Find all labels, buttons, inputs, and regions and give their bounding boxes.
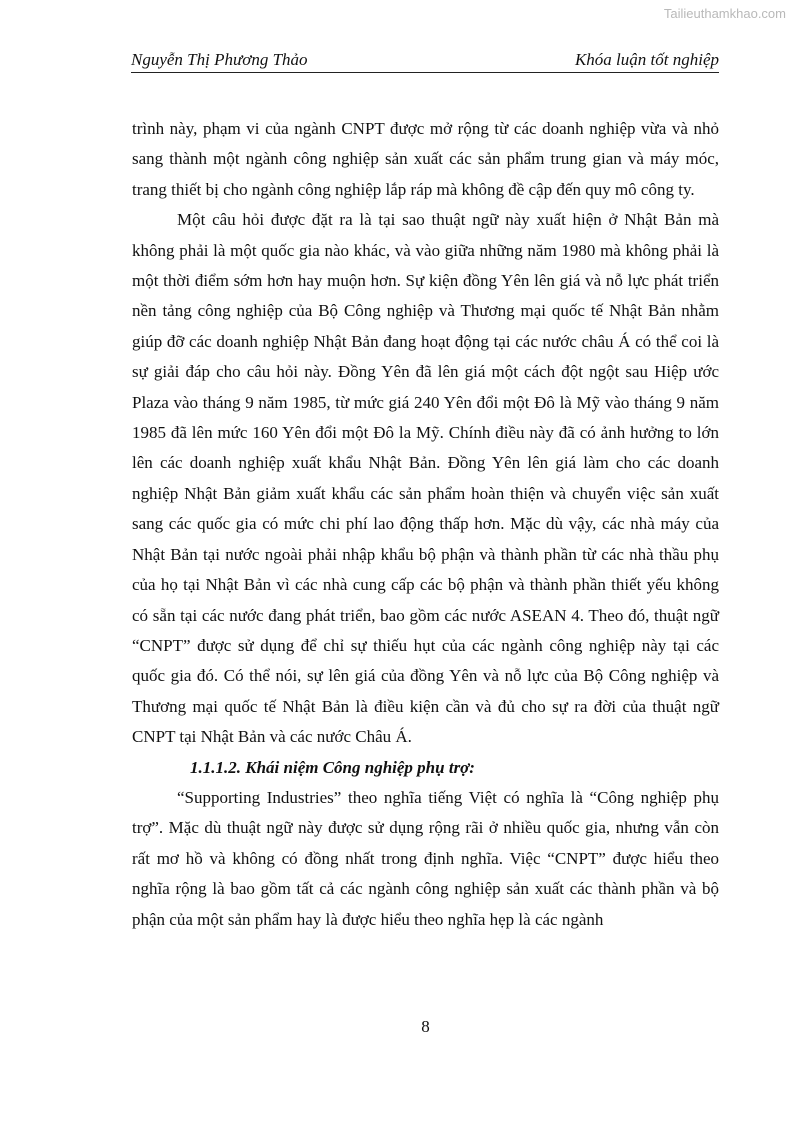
header-doc-type: Khóa luận tốt nghiệp: [574, 50, 719, 69]
page-body: [132, 114, 719, 935]
section-heading: 1.1.1.2. Khái niệm Công nghiệp phụ trợ:: [190, 757, 475, 777]
paragraph-yen-appreciation: Một câu hỏi được đặt ra là tại sao thuật ngữ này xuất hiện ở Nhật Bản mà không phải là một quốc gia nào khác, và vào giữa những năm 1980 mà không phải là một thời điểm sớm hơn hay muộn hơn. Sự kiện đồng Yên lên giá và nỗ lực phát triển nền tảng công nghiệp của Bộ Công nghiệp và Thương mại quốc tế Nhật Bản nhằm giúp đỡ các doanh nghiệp Nhật Bản đang hoạt động tại các nước châu Á có thể coi là sự giải đáp cho câu hỏi này. Đồng Yên đã lên giá một cách đột ngột sau Hiệp ước Plaza vào tháng 9 năm 1985, từ mức giá 240 Yên đổi một Đô là Mỹ vào tháng 9 năm 1985 đã lên mức 160 Yên đổi một Đô la Mỹ. Chính điều này đã có ảnh hưởng to lớn lên các doanh nghiệp xuất khẩu Nhật Bản. Đồng Yên lên giá làm cho các doanh nghiệp Nhật Bản giảm xuất khẩu các sản phẩm hoàn thiện và chuyển việc sản xuất sang các quốc gia có mức chi phí lao động thấp hơn. Mặc dù vậy, các nhà máy của Nhật Bản tại nước ngoài phải nhập khẩu bộ phận và thành phần từ các nhà thầu phụ của họ tại Nhật Bản vì các nhà cung cấp các bộ phận và thành phần thiết yếu không có sẵn tại các nước đang phát triển, bao gồm các nước ASEAN 4. Theo đó, thuật ngữ “CNPT” được sử dụng để chỉ sự thiếu hụt của các ngành công nghiệp này tại các quốc gia đó. Có thể nói, sự lên giá của đồng Yên và nỗ lực của Bộ Công nghiệp và Thương mại quốc tế Nhật Bản là điều kiện cần và đủ cho sự ra đời của thuật ngữ CNPT tại Nhật Bản và các nước Châu Á.: [132, 210, 719, 747]
paragraph-supporting-industries: “Supporting Industries” theo nghĩa tiếng Việt có nghĩa là “Công nghiệp phụ trợ”. Mặc dù thuật ngữ này được sử dụng rộng rãi ở nhiều quốc gia, nhưng vẫn còn rất mơ hồ và không có đồng nhất trong định nghĩa. Việc “CNPT” được hiểu theo nghĩa rộng là bao gồm tất cả các ngành công nghiệp sản xuất các thành phần và bộ phận của một sản phẩm hay là được hiểu theo nghĩa hẹp là các ngành: [132, 787, 719, 929]
header-author: Nguyễn Thị Phương Thảo: [131, 50, 308, 69]
page-header: [131, 50, 719, 73]
page-number: 8: [421, 1017, 430, 1036]
paragraph-continuation: trình này, phạm vi của ngành CNPT được mở rộng từ các doanh nghiệp vừa và nhỏ sang thành một ngành công nghiệp sản xuất các sản phẩm trung gian và máy móc, trang thiết bị cho ngành công nghiệp lắp ráp mà không đề cập đến quy mô công ty.: [132, 119, 719, 199]
watermark: Tailieuthamkhao.com: [663, 6, 786, 21]
